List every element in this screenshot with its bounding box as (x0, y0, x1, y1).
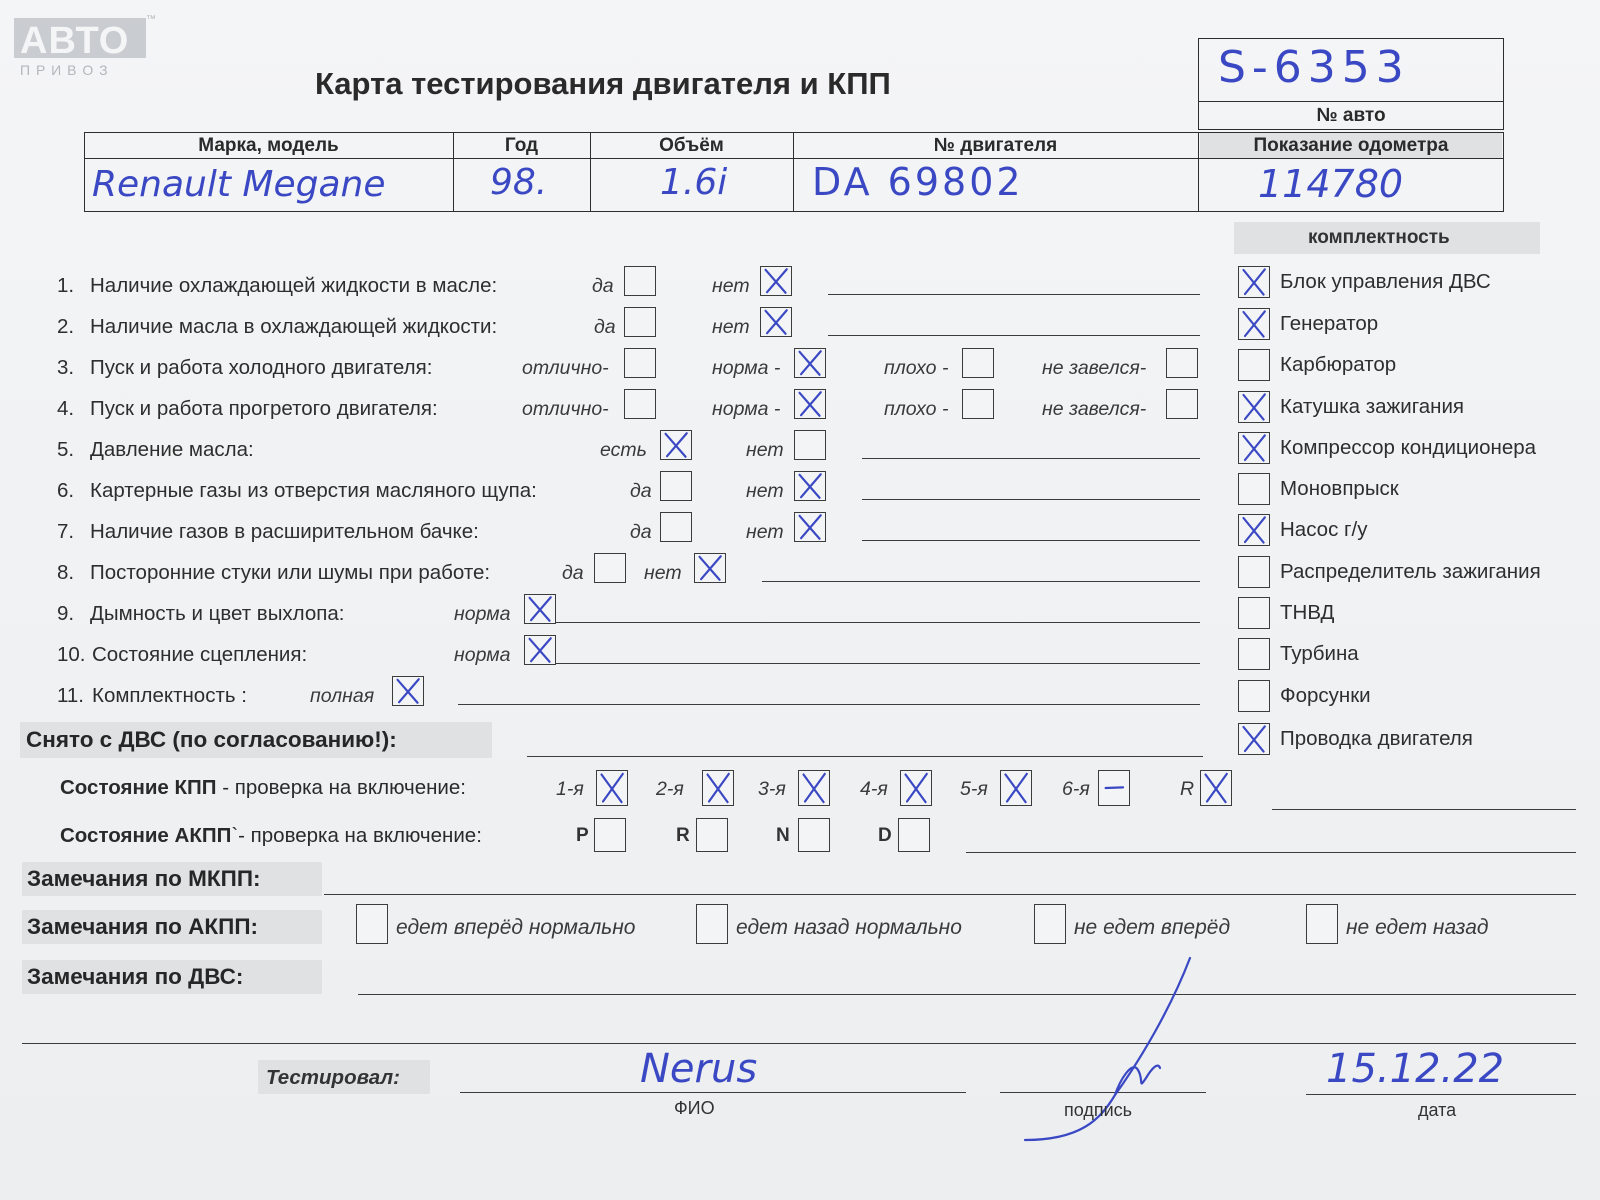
akpp-gear-box[interactable] (594, 818, 626, 852)
check-label: Пуск и работа холодного двигателя: (90, 356, 433, 379)
kpp-gear-label: 5-я (960, 778, 988, 800)
kpp-gear-box[interactable] (702, 770, 734, 806)
check-option-box[interactable] (660, 471, 692, 501)
check-option-box[interactable] (624, 307, 656, 337)
check-label: Наличие охлаждающей жидкости в масле: (90, 274, 498, 297)
auto-number-value: S-6353 (1218, 42, 1410, 93)
kpp-gear-box[interactable] (900, 770, 932, 806)
check-label: Состояние сцепления: (92, 643, 308, 666)
komplekt-item-label: Проводка двигателя (1280, 727, 1473, 750)
komplekt-checkbox[interactable] (1238, 432, 1270, 464)
komplekt-checkbox[interactable] (1238, 680, 1270, 712)
check-option-label: норма - (712, 398, 781, 420)
check-option-box[interactable] (962, 389, 994, 419)
check-option-label: нет (746, 521, 784, 543)
name-caption: ФИО (674, 1098, 715, 1118)
removed-label: Снято с ДВС (по согласованию!): (26, 727, 397, 752)
kpp-gear-label: R (1180, 778, 1195, 800)
check-option-label: не завелся- (1042, 398, 1147, 420)
komplekt-item-label: Насос г/у (1280, 518, 1368, 541)
check-number: 7. (57, 520, 75, 543)
signature-caption: подпись (1064, 1100, 1133, 1120)
kpp-gear-label: 1-я (556, 778, 584, 800)
akpp-remark-label: не едет вперёд (1074, 916, 1231, 939)
value-model: Renault Megane (92, 164, 386, 205)
col-header-model: Марка, модель (198, 135, 339, 156)
komplekt-item-label: Распределитель зажигания (1280, 560, 1541, 583)
check-option-box[interactable] (794, 348, 826, 378)
check-number: 2. (57, 315, 75, 338)
kpp-gear-box[interactable] (798, 770, 830, 806)
check-option-box[interactable] (594, 553, 626, 583)
komplekt-item-label: ТНВД (1280, 601, 1335, 624)
check-label: Наличие газов в расширительном бачке: (90, 520, 479, 543)
kpp-gear-box[interactable] (1200, 770, 1232, 806)
komplekt-item-label: Турбина (1280, 642, 1359, 665)
komplekt-item-label: Компрессор кондиционера (1280, 436, 1537, 459)
check-number: 8. (57, 561, 75, 584)
check-option-box[interactable] (1166, 348, 1198, 378)
check-label: Посторонние стуки или шумы при работе: (90, 561, 491, 584)
check-option-label: нет (712, 316, 750, 338)
komplekt-item-label: Катушка зажигания (1280, 395, 1464, 418)
check-option-label: отлично- (522, 357, 609, 379)
kpp-gear-box[interactable] (596, 770, 628, 806)
logo-sub: П Р И В О З (20, 62, 109, 78)
col-header-volume: Объём (659, 135, 724, 156)
check-option-box[interactable] (624, 266, 656, 296)
date-caption: дата (1418, 1100, 1457, 1120)
check-option-box[interactable] (524, 594, 556, 624)
check-option-label: плохо - (884, 398, 949, 420)
check-option-label: да (630, 521, 652, 543)
komplekt-item-label: Форсунки (1280, 684, 1371, 707)
test-date: 15.12.22 (1326, 1046, 1505, 1092)
check-option-label: норма (454, 603, 511, 625)
check-option-label: да (592, 275, 614, 297)
akpp-gear-label: D (878, 825, 892, 846)
logo-tm: ™ (146, 14, 156, 25)
check-number: 5. (57, 438, 75, 461)
remarks-akpp-label: Замечания по АКПП: (27, 914, 258, 939)
value-engine-no: DA 69802 (812, 160, 1024, 204)
remarks-dvs-label: Замечания по ДВС: (27, 964, 244, 989)
komplekt-checkbox[interactable] (1238, 391, 1270, 423)
check-option-label: да (594, 316, 616, 338)
akpp-gear-box[interactable] (798, 818, 830, 852)
kpp-gear-label: 3-я (758, 778, 786, 800)
check-option-label: отлично- (522, 398, 609, 420)
check-option-box[interactable] (660, 430, 692, 460)
komplekt-checkbox[interactable] (1238, 266, 1270, 298)
komplekt-checkbox[interactable] (1238, 723, 1270, 755)
check-option-box[interactable] (962, 348, 994, 378)
check-number: 3. (57, 356, 75, 379)
check-number: 1. (57, 274, 75, 297)
akpp-gear-label: P (576, 825, 589, 846)
check-option-box[interactable] (694, 553, 726, 583)
komplekt-checkbox[interactable] (1238, 473, 1270, 505)
check-option-label: да (630, 480, 652, 502)
akpp-gear-box[interactable] (898, 818, 930, 852)
logo-main: АВТО (20, 20, 130, 62)
value-odometer: 114780 (1258, 162, 1404, 206)
akpp-remark-label: едет назад нормально (736, 916, 962, 939)
check-label: Дымность и цвет выхлопа: (90, 602, 345, 625)
komplekt-checkbox[interactable] (1238, 514, 1270, 546)
akpp-gear-label: R (676, 825, 690, 846)
akpp-remark-label: едет вперёд нормально (396, 916, 636, 939)
komplekt-checkbox[interactable] (1238, 638, 1270, 670)
check-option-label: нет (644, 562, 682, 584)
check-option-box[interactable] (794, 389, 826, 419)
check-option-label: нет (746, 480, 784, 502)
value-volume: 1.6i (660, 162, 728, 203)
kpp-gear-box[interactable] (1098, 770, 1130, 806)
check-number: 9. (57, 602, 75, 625)
check-option-label: да (562, 562, 584, 584)
check-option-box[interactable] (624, 348, 656, 378)
value-year: 98. (490, 162, 548, 203)
check-option-box[interactable] (794, 512, 826, 542)
check-label: Давление масла: (90, 438, 254, 461)
komplekt-item-label: Моновпрыск (1280, 477, 1399, 500)
check-option-box[interactable] (392, 676, 424, 706)
kpp-gear-label: 6-я (1062, 778, 1090, 800)
check-option-label: не завелся- (1042, 357, 1147, 379)
check-option-label: норма - (712, 357, 781, 379)
check-number: 11. (57, 684, 84, 707)
logo (14, 14, 156, 84)
check-label: Наличие масла в охлаждающей жидкости: (90, 315, 498, 338)
col-header-year: Год (504, 135, 539, 156)
check-number: 10. (57, 643, 86, 666)
komplekt-checkbox[interactable] (1238, 556, 1270, 588)
tester-name: Nerus (640, 1046, 758, 1092)
check-number: 4. (57, 397, 75, 420)
akpp-remark-checkbox[interactable] (1306, 904, 1338, 944)
check-option-box[interactable] (524, 635, 556, 665)
check-label: Картерные газы из отверстия масляного щупа: (90, 479, 537, 502)
komplekt-checkbox[interactable] (1238, 308, 1270, 340)
kpp-gear-label: 2-я (656, 778, 684, 800)
akpp-remark-checkbox[interactable] (356, 904, 388, 944)
tested-by-label: Тестировал: (266, 1066, 400, 1089)
akpp-remark-checkbox[interactable] (696, 904, 728, 944)
akpp-gear-label: N (776, 825, 790, 846)
check-option-label: норма (454, 644, 511, 666)
komplekt-checkbox[interactable] (1238, 349, 1270, 381)
document-title: Карта тестирования двигателя и КПП (315, 66, 891, 101)
col-header-odometer: Показание одометра (1253, 135, 1449, 156)
akpp-gear-box[interactable] (696, 818, 728, 852)
check-option-label: нет (746, 439, 784, 461)
check-label: Комплектность : (92, 684, 247, 707)
check-option-label: полная (310, 685, 375, 707)
komplekt-item-label: Блок управления ДВС (1280, 270, 1491, 293)
auto-number-label: № авто (1316, 105, 1386, 126)
check-option-box[interactable] (1166, 389, 1198, 419)
check-option-box[interactable] (794, 471, 826, 501)
check-label: Пуск и работа прогретого двигателя: (90, 397, 438, 420)
komplekt-item-label: Генератор (1280, 312, 1379, 335)
check-option-label: плохо - (884, 357, 949, 379)
akpp-row-label: Состояние АКПП`- проверка на включение: (60, 824, 482, 847)
check-option-label: нет (712, 275, 750, 297)
col-header-engine-no: № двигателя (933, 135, 1058, 156)
check-number: 6. (57, 479, 75, 502)
check-option-box[interactable] (760, 266, 792, 296)
remarks-mkpp-label: Замечания по МКПП: (27, 866, 261, 891)
komplekt-title: комплектность (1308, 227, 1450, 248)
check-option-box[interactable] (624, 389, 656, 419)
kpp-row-label: Состояние КПП - проверка на включение: (60, 776, 466, 799)
check-option-label: есть (600, 439, 647, 461)
akpp-remark-label: не едет назад (1346, 916, 1489, 939)
check-option-box[interactable] (660, 512, 692, 542)
kpp-gear-box[interactable] (1000, 770, 1032, 806)
komplekt-checkbox[interactable] (1238, 597, 1270, 629)
komplekt-item-label: Карбюратор (1280, 353, 1397, 376)
check-option-box[interactable] (794, 430, 826, 460)
kpp-gear-label: 4-я (860, 778, 888, 800)
check-option-box[interactable] (760, 307, 792, 337)
akpp-remark-checkbox[interactable] (1034, 904, 1066, 944)
